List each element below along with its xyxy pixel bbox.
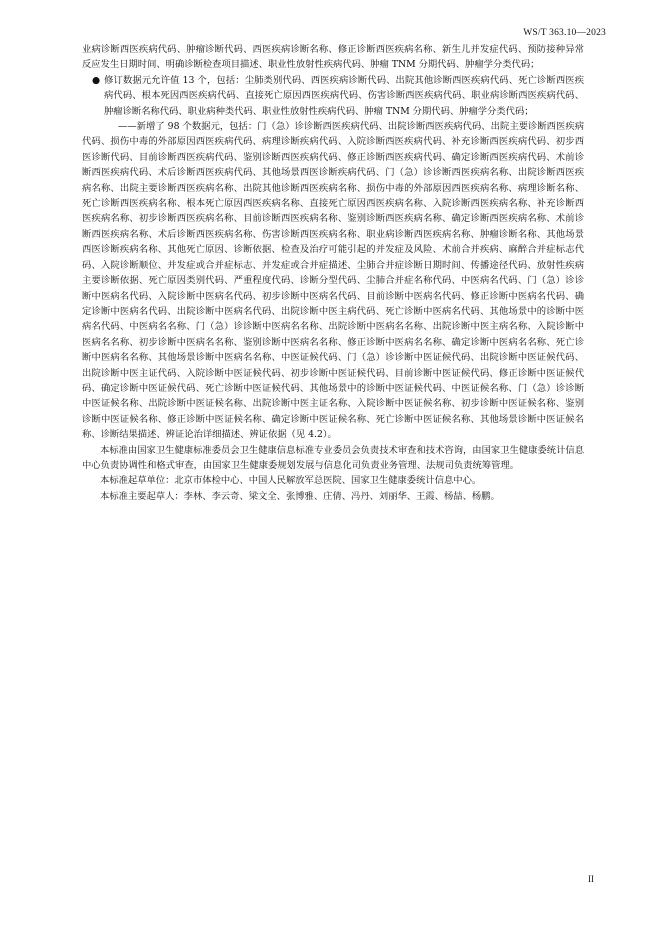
bullet-dot-icon: ● <box>92 74 101 86</box>
dash-item: ——新增了 98 个数据元，包括：门（急）诊诊断西医疾病代码、出院诊断西医疾病代码、出院主要诊断西医疾病代码、损伤中毒的外部原因西医疾病代码、病理诊断疾病代码、入院诊断西医疾病代码、补充诊断西医疾病代码、初步西医诊断代码、目前诊断西医疾病代码、鉴别诊断西医疾病代码、修正诊断西医疾病代码、确定诊断西医疾病代码、术前诊断西医疾病代码、术后诊断西医疾病代码、其他场景西医诊断疾病代码、门（急）诊诊断西医疾病名称、出院诊断西医疾病名称、出院主要诊断西医疾病名称、出院其他诊断西医疾病名称、损伤中毒的外部原因西医疾病名称、病理诊断名称、死亡诊断西医疾病名称、根本死亡原因西医疾病名称、直接死亡原因西医疾病名称、入院诊断西医疾病名称、补充诊断西医疾病名称、初步诊断西医疾病名称、目前诊断西医疾病名称、鉴别诊断西医疾病名称、确定诊断西医疾病名称、术前诊断西医疾病名称、术后诊断西医疾病名称、伤害诊断西医疾病名称、职业病诊断西医疾病名称、肿瘤诊断名称、其他场景西医诊断疾病名称、其他死亡原因、诊断依据、检查及治疗可能引起的并发症及风险、术前合并疾病、麻醉合并症标志代码、入院诊断顺位、并发症或合并症标志、并发症或合并症描述、尘肺合并症诊断日期时间、传播途径代码、放射性疾病主要诊断依据、死亡原因类别代码、严重程度代码、诊断分型代码、尘肺合并症名称代码、中医病名代码、门（急）诊诊断中医病名代码、入院诊断中医病名代码、初步诊断中医病名代码、目前诊断中医病名代码、修正诊断中医病名代码、确定诊断中医病名代码、出院诊断中医病名代码、出院诊断中医主病代码、死亡诊断中医病名代码、其他场景中的诊断中医病名代码、中医病名名称、门（急）诊诊断中医病名名称、出院诊断中医病名名称、出院诊断中医主病名称、入院诊断中医病名名称、初步诊断中医病名名称、鉴别诊断中医病名名称、修正诊断中医病名名称、确定诊断中医病名名称、死亡诊断中医病名名称、其他场景诊断中医病名名称、中医证候代码、门（急）诊诊断中医证候代码、出院诊断中医证候代码、出院诊断中医主证代码、入院诊断中医证候代码、初步诊断中医证候代码、目前诊断中医证候代码、修正诊断中医证候代码、确定诊断中医证候代码、死亡诊断中医证候代码、其他场景中的诊断中医证候代码、中医证候名称、门（急）诊诊断中医证候名称、出院诊断中医证候名称、出院诊断中医主证名称、入院诊断中医证候名称、初步诊断中医证候名称、鉴别诊断中医证候名称、修正诊断中医证候名称、确定诊断中医证候名称、死亡诊断中医证候名称、其他场景诊断中医证候名称、诊断结果描述、辨证论治详细描述、辨证依据（见 4.2）。 <box>82 121 584 441</box>
bullet-text: 修订数据元允许值 13 个，包括：尘肺类别代码、西医疾病诊断代码、出院其他诊断西医疾病代码、死亡诊断西医疾病代码、根本死因西医疾病代码、直接死亡原因西医疾病代码、伤害诊断西医疾病代码、职业病诊断西医疾病代码、肿瘤诊断名称代码、职业病种类代码、职业性放射性疾病代码、肿瘤 TNM 分期代码、肿瘤学分类代码； <box>104 74 584 117</box>
page-number: II <box>588 874 594 884</box>
drafting-units-paragraph: 本标准起草单位：北京市体检中心、中国人民解放军总医院、国家卫生健康委统计信息中心。 <box>100 475 482 487</box>
standard-code: WS/T 363.10—2023 <box>523 28 606 38</box>
bullet-item <box>82 73 584 119</box>
drafting-authors-paragraph: 本标准主要起草人：李林、李云奇、梁文全、张博雅、庄倩、冯丹、刘丽华、王霞、杨喆、杨鹏。 <box>100 490 500 502</box>
paragraph-continued: 业病诊断西医疾病代码、肿瘤诊断代码、西医疾病诊断名称、修正诊断西医疾病名称、新生儿并发症代码、预防接种异常反应发生日期时间、明确诊断检查项目描述、职业性放射性疾病代码、肿瘤 TNM 分期代码、肿瘤学分类代码； <box>82 44 584 71</box>
foreword-body <box>82 42 584 504</box>
committee-paragraph: 本标准由国家卫生健康标准委员会卫生健康信息标准专业委员会负责技术审查和技术咨询，由国家卫生健康委统计信息中心负责协调性和格式审查，由国家卫生健康委规划发展与信息化司负责业务管理、法规司负责统筹管理。 <box>82 444 584 471</box>
